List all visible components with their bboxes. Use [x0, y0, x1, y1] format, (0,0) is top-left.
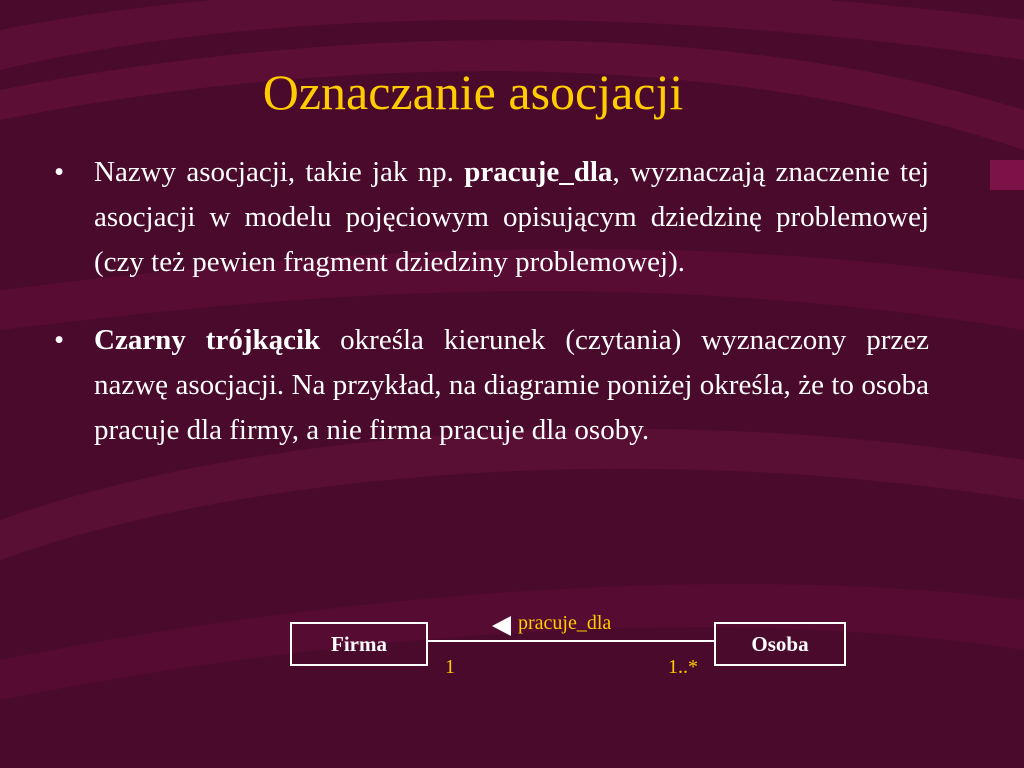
- class-box-osoba: Osoba: [714, 622, 846, 666]
- bullet-list: [54, 150, 929, 453]
- bullet-dot-icon: •: [54, 324, 65, 356]
- class-box-firma: Firma: [290, 622, 428, 666]
- slide-title: Oznaczanie asocjacji: [262, 64, 684, 120]
- right-multiplicity: 1..*: [668, 656, 698, 678]
- bullet-dot-icon: •: [54, 156, 65, 188]
- bullet-item: [54, 318, 929, 453]
- bullet-bold-term: Czarny trójkącik: [94, 324, 321, 356]
- association-name-label: pracuje_dla: [518, 612, 612, 634]
- bullet-text: Nazwy asocjacji, takie jak np.: [94, 156, 465, 188]
- bullet-text: , wyznaczają znaczenie tej asocjacji w modelu pojęciowym opisującym dziedzinę problemowej (czy też pewien fragment dziedziny problemowej).: [94, 156, 929, 278]
- bullet-bold-term: pracuje_dla: [464, 156, 613, 188]
- bullet-item: [54, 150, 929, 285]
- bullet-text: określa kierunek (czytania) wyznaczony przez nazwę asocjacji. Na przykład, na diagramie poniżej określa, że to osoba pracuje dla firmy, a nie firma pracuje dla osoby.: [94, 324, 929, 446]
- left-multiplicity: 1: [445, 656, 455, 678]
